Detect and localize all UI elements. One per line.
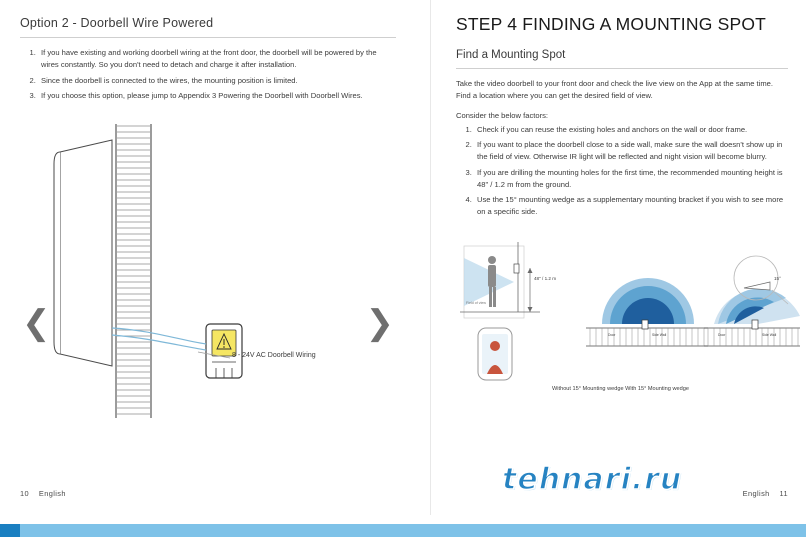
chevron-right-icon[interactable]: ❯ <box>365 304 394 343</box>
svg-text:Door: Door <box>608 332 616 337</box>
right-footer-language: English <box>742 489 770 498</box>
bottom-bar-fill <box>20 524 806 537</box>
page-title: Option 2 - Doorbell Wire Powered <box>20 16 214 30</box>
svg-text:Door: Door <box>718 332 726 337</box>
right-numbered-list <box>456 124 788 218</box>
left-footer <box>20 489 66 498</box>
title-divider <box>20 37 396 38</box>
right-page-number: 11 <box>779 489 788 498</box>
subtitle-divider <box>456 68 788 69</box>
intro-paragraph: Take the video doorbell to your front door and check the live view on the App at the same time. Find a location where you can get the desired field of view. <box>456 79 774 100</box>
chevron-left-icon[interactable]: ❮ <box>22 304 51 343</box>
section-subtitle: Find a Mounting Spot <box>456 49 566 61</box>
list-item: 4. Use the 15° mounting wedge as a supplementary mounting bracket if you wish to see more on a specific side. <box>474 194 788 218</box>
wire-label: 8 - 24V AC Doorbell Wiring <box>232 352 316 360</box>
left-footer-language: English <box>38 489 66 498</box>
doorbell-wiring-diagram <box>20 116 400 426</box>
list-item: 1. If you have existing and working doorbell wiring at the front door, the doorbell will be powered by the wires constantly. So you don't need to detach and charge it after installation. <box>38 47 396 71</box>
watermark: tehnari.ru <box>502 462 683 497</box>
bottom-bar-accent <box>0 524 20 537</box>
bottom-bar <box>0 515 806 537</box>
list-item: 1. Check if you can reuse the existing holes and anchors on the wall or door frame. <box>474 124 788 136</box>
right-page <box>430 0 806 516</box>
svg-text:15°: 15° <box>774 275 781 281</box>
diagram-caption: Without 15° Mounting wedge With 15° Mounting wedge <box>552 385 689 392</box>
consider-label: Consider the below factors: <box>456 110 549 120</box>
step-title: STEP 4 FINDING A MOUNTING SPOT <box>456 14 767 34</box>
svg-text:48" / 1.2 m: 48" / 1.2 m <box>534 275 557 281</box>
left-page-number: 10 <box>20 489 30 498</box>
list-item: 2. Since the doorbell is connected to the wires, the mounting position is limited. <box>38 75 396 87</box>
list-item: 2. If you want to place the doorbell close to a side wall, make sure the wall doesn't show up in the field of view. Otherwise IR light will be reflected and night vision will become blurry. <box>474 139 788 163</box>
left-numbered-list <box>20 47 396 102</box>
right-footer <box>743 489 788 498</box>
svg-text:Side Wall: Side Wall <box>762 332 777 337</box>
mounting-illustration-svg <box>456 228 800 408</box>
mounting-spot-diagram <box>456 228 800 408</box>
list-item: 3. If you choose this option, please jump to Appendix 3 Powering the Doorbell with Doorbell Wires. <box>38 90 396 102</box>
wiring-illustration-svg <box>20 116 400 426</box>
page-gutter <box>430 0 431 516</box>
svg-text:Side Wall: Side Wall <box>652 332 667 337</box>
list-item: 3. If you are drilling the mounting holes for the first time, the recommended mounting height is 48" / 1.2 m from the ground. <box>474 167 788 191</box>
svg-text:Field of view: Field of view <box>466 300 486 305</box>
